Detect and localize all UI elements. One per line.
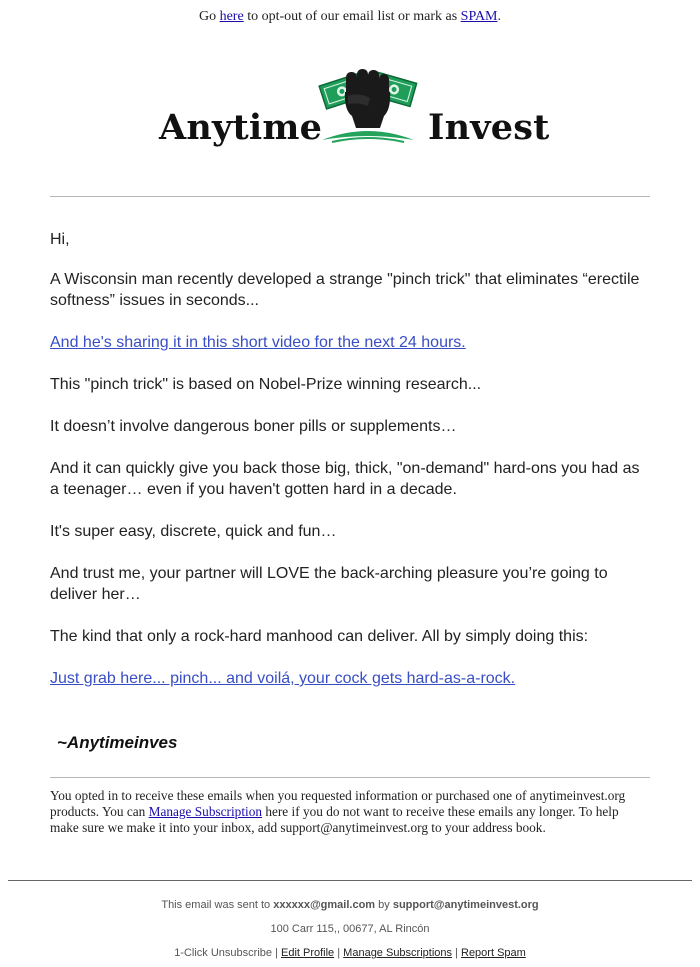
footer-separator: | bbox=[275, 947, 278, 959]
paragraph-6: And trust me, your partner will LOVE the back-arching pleasure you’re going to deliver her… bbox=[50, 565, 608, 603]
footer-separator: | bbox=[455, 947, 458, 959]
paragraph-2: This "pinch trick" is based on Nobel-Prize winning research... bbox=[50, 376, 482, 393]
opt-out-suffix: . bbox=[497, 9, 502, 24]
paragraph-7: The kind that only a rock-hard manhood can deliver. All by simply doing this: bbox=[50, 628, 589, 645]
signature-divider bbox=[50, 777, 650, 778]
manage-subscription-link[interactable]: Manage Subscription bbox=[148, 804, 262, 819]
footer-separator: | bbox=[337, 947, 341, 959]
greeting: Hi, bbox=[50, 231, 70, 248]
paragraph-5: It's super easy, discrete, quick and fun… bbox=[50, 523, 337, 540]
logo-word-anytime: Anytime bbox=[159, 107, 323, 148]
manage-subscriptions-link[interactable]: Manage Subscriptions bbox=[343, 947, 453, 959]
report-spam-link[interactable]: Report Spam bbox=[461, 947, 526, 959]
opt-in-text-2: here if you do not want to receive these emails any longer. To help make sure we make it into your inbox, add support@anytimeinvest.org to your address book. bbox=[50, 804, 619, 835]
header-divider bbox=[50, 196, 650, 197]
footer-divider bbox=[8, 880, 692, 881]
paragraph-1: A Wisconsin man recently developed a strange "pinch trick" that eliminates “erectile softness” issues in seconds... bbox=[50, 271, 640, 309]
sent-to-line bbox=[0, 899, 700, 911]
opt-in-text-1: You opted in to receive these emails when you requested information or purchased one of anytimeinvest.org products. You can bbox=[50, 788, 626, 819]
sent-by: by bbox=[378, 899, 390, 911]
logo-word-invest: Invest bbox=[428, 107, 550, 148]
paragraph-3: It doesn’t involve dangerous boner pills or supplements… bbox=[50, 418, 457, 435]
opt-out-bar bbox=[0, 9, 700, 25]
fist-with-money-icon bbox=[318, 62, 418, 152]
brand-logo bbox=[150, 58, 550, 158]
paragraph-4: And it can quickly give you back those big, thick, "on-demand" hard-ons you had as a teenager… even if you haven't gotten hard in a decade. bbox=[50, 460, 640, 498]
recipient-email: xxxxxx@gmail.com bbox=[273, 899, 376, 911]
one-click-unsubscribe[interactable]: 1-Click Unsubscribe bbox=[174, 947, 272, 959]
video-link[interactable]: And he's sharing it in this short video for the next 24 hours. bbox=[50, 334, 466, 351]
opt-out-middle: to opt-out of our email list or mark as bbox=[247, 9, 458, 24]
spam-link[interactable]: SPAM bbox=[460, 9, 498, 24]
opt-out-here-link[interactable]: here bbox=[219, 9, 244, 24]
opt-out-prefix: Go bbox=[198, 9, 217, 24]
edit-profile-link[interactable]: Edit Profile bbox=[280, 947, 335, 959]
opt-in-notice bbox=[50, 788, 650, 836]
footer-links bbox=[0, 947, 700, 959]
postal-address: 100 Carr 115,, 00677, AL Rincón bbox=[270, 923, 430, 935]
sender-email: support@anytimeinvest.org bbox=[392, 899, 539, 911]
sent-prefix: This email was sent to bbox=[161, 899, 271, 911]
pinch-link[interactable]: Just grab here... pinch... and voilá, your cock gets hard-as-a-rock. bbox=[50, 670, 516, 687]
signature: ~Anytimeinves bbox=[57, 733, 178, 752]
